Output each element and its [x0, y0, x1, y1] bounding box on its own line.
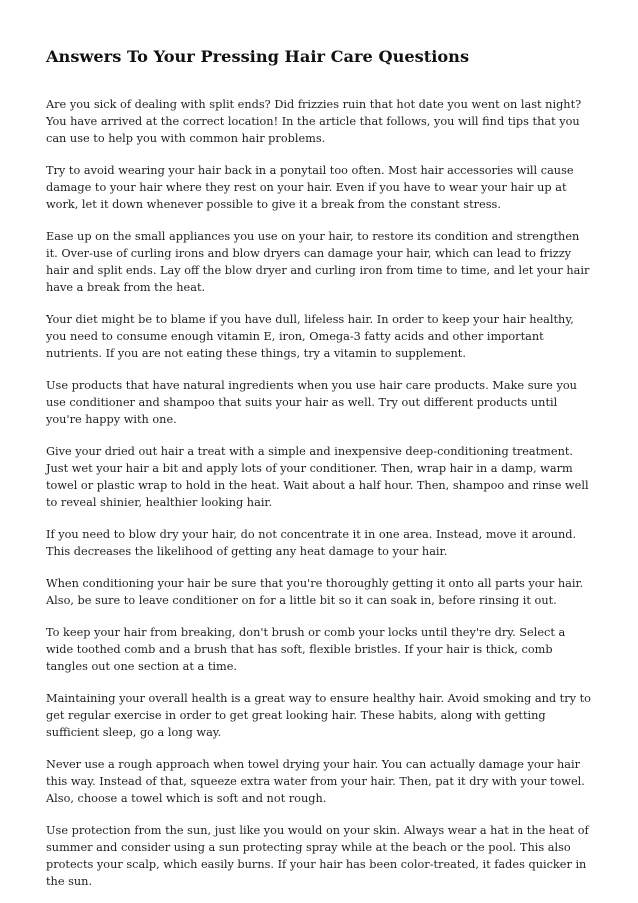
paragraph-4: Your diet might be to blame if you have dull, lifeless hair. In order to keep your hair healthy, you need to consume enough vitamin E, iron, Omega-3 fatty acids and other important nutrients. If you are not eating these things, try a vitamin to supplement.: [46, 313, 574, 360]
paragraph-2: Try to avoid wearing your hair back in a ponytail too often. Most hair accessories will cause damage to your hair where they rest on your hair. Even if you have to wear your hair up at work, let it down whenever possible to give it a break from the constant stress.: [46, 164, 574, 211]
paragraph-6: Give your dried out hair a treat with a simple and inexpensive deep-conditioning treatment. Just wet your hair a bit and apply lots of your conditioner. Then, wrap hair in a damp, warm towel or plastic wrap to hold in the heat. Wait about a half hour. Then, shampoo and rinse well to reveal shinier, healthier looking hair.: [46, 445, 589, 509]
document-title: Answers To Your Pressing Hair Care Questions: [46, 47, 470, 66]
paragraph-10: Maintaining your overall health is a great way to ensure healthy hair. Avoid smoking and try to get regular exercise in order to get great looking hair. These habits, along with getting sufficient sleep, go a long way.: [46, 692, 591, 739]
paragraph-3: Ease up on the small appliances you use on your hair, to restore its condition and strengthen it. Over-use of curling irons and blow dryers can damage your hair, which can lead to frizzy hair and split ends. Lay off the blow dryer and curling iron from time to time, and let your hair have a break from the heat.: [46, 230, 590, 294]
paragraph-11: Never use a rough approach when towel drying your hair. You can actually damage your hair this way. Instead of that, squeeze extra water from your hair. Then, pat it dry with your towel. Also, choose a towel which is soft and not rough.: [46, 758, 585, 805]
paragraph-7: If you need to blow dry your hair, do not concentrate it in one area. Instead, move it around. This decreases the likelihood of getting any heat damage to your hair.: [46, 528, 577, 558]
paragraph-12: Use protection from the sun, just like you would on your skin. Always wear a hat in the heat of summer and consider using a sun protecting spray while at the beach or the pool. This also protects your scalp, which easily burns. If your hair has been color-treated, it fades quicker in the sun.: [46, 824, 589, 888]
paragraph-8: When conditioning your hair be sure that you're thoroughly getting it onto all parts your hair. Also, be sure to leave conditioner on for a little bit so it can soak in, before rinsing it out.: [46, 577, 584, 607]
paragraph-9: To keep your hair from breaking, don't brush or comb your locks until they're dry. Select a wide toothed comb and a brush that has soft, flexible bristles. If your hair is thick, comb tangles out one section at a time.: [46, 626, 566, 673]
paragraph-1: Are you sick of dealing with split ends? Did frizzies ruin that hot date you went on last night? You have arrived at the correct location! In the article that follows, you will find tips that you can use to help you with common hair problems.: [46, 98, 582, 145]
paragraph-5: Use products that have natural ingredients when you use hair care products. Make sure you use conditioner and shampoo that suits your hair as well. Try out different products until you're happy with one.: [46, 379, 577, 426]
